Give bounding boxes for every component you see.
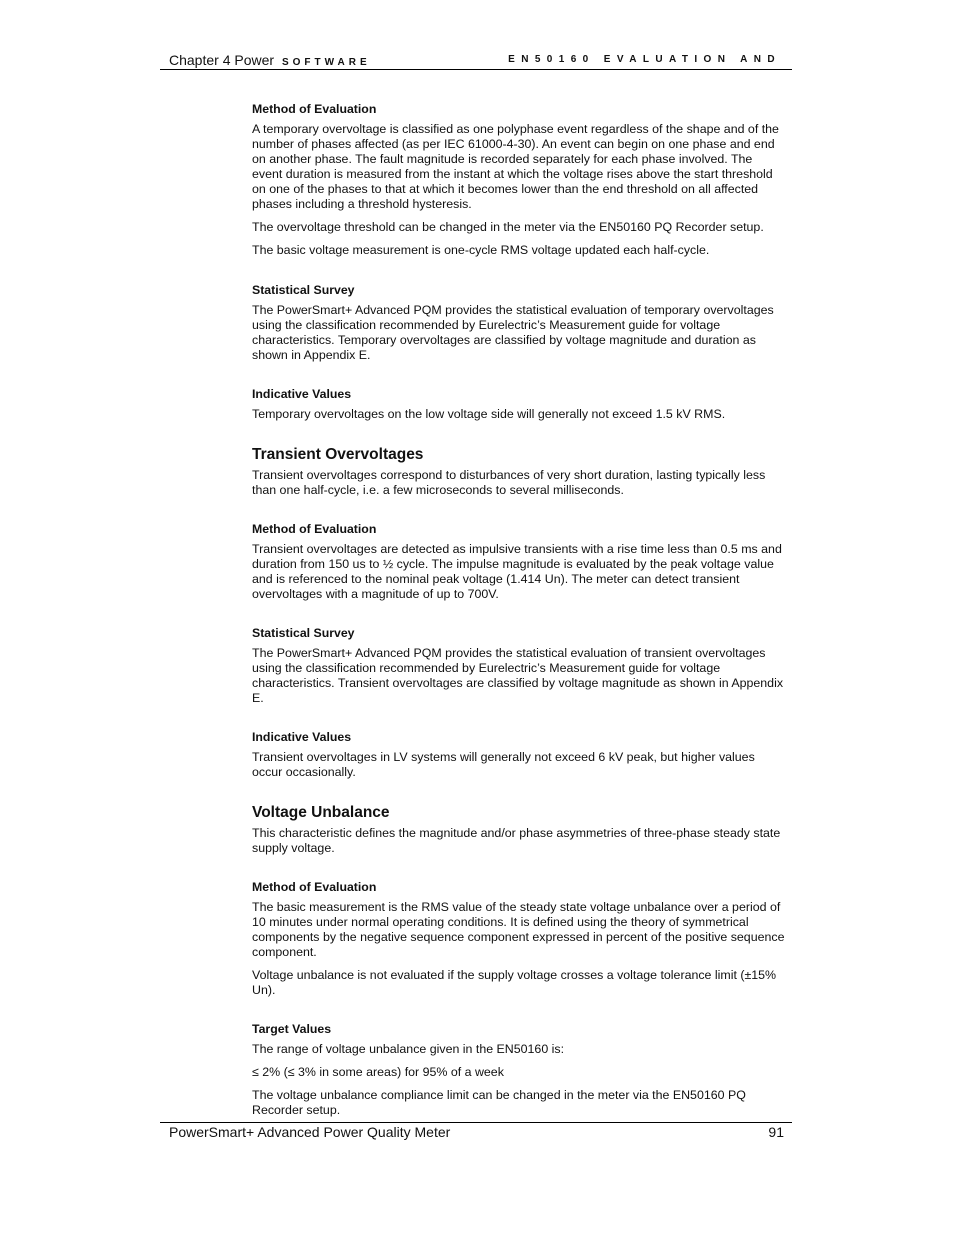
paragraph: Transient overvoltages in LV systems will generally not exceed 6 kV peak, but higher values occur occasionally. <box>252 750 755 779</box>
paragraph: Transient overvoltages are detected as impulsive transients with a rise time less than 0.5 ms and duration from 150 us to ½ cycle. The impulse magnitude is evaluated by the peak voltage value and is referenced to the nominal peak voltage (1.414 Un). The meter can detect transient overvoltages with a magnitude of up to 700V. <box>252 542 782 601</box>
paragraph: The range of voltage unbalance given in the EN50160 is: <box>252 1042 565 1056</box>
subheading-indicative: Indicative Values <box>252 730 352 744</box>
paragraph: ≤ 2% (≤ 3% in some areas) for 95% of a week <box>252 1065 504 1079</box>
paragraph: The basic measurement is the RMS value of the steady state voltage unbalance over a period of 10 minutes under normal operating conditions. It is defined using the theory of symmetrical components by the negative sequence component expressed in percent of the positive sequence component. <box>252 900 785 959</box>
paragraph: Transient overvoltages correspond to disturbances of very short duration, lasting typically less than one half-cycle, i.e. a few microseconds to several milliseconds. <box>252 468 766 497</box>
paragraph: The PowerSmart+ Advanced PQM provides the statistical evaluation of temporary overvoltages using the classification recommended by Eurelectric’s Measurement guide for voltage characteristics. Temporary overvoltages are classified by voltage magnitude and duration as shown in Appendix E. <box>252 303 774 362</box>
subheading-survey: Statistical Survey <box>252 626 355 640</box>
subheading-indicative: Indicative Values <box>252 387 352 401</box>
paragraph: The PowerSmart+ Advanced PQM provides the statistical evaluation of transient overvoltages using the classification recommended by Eurelectric’s Measurement guide for voltage characteristics. Transient overvoltages are classified by voltage magnitude as shown in Appendix E. <box>252 646 784 705</box>
paragraph: Voltage unbalance is not evaluated if the supply voltage crosses a voltage tolerance limit (±15% Un). <box>252 968 777 997</box>
footer-rule <box>160 1122 792 1123</box>
page-body <box>252 102 785 1126</box>
subheading-survey: Statistical Survey <box>252 283 355 297</box>
paragraph: A temporary overvoltage is classified as one polyphase event regardless of the shape and of the number of phases affected (as per IEC 61000-4-30). An event can begin on one phase and end on another phase. The fault magnitude is recorded separately for each phase involved. The event duration is measured from the instant at which the voltage rises above the start threshold on one of the phases to that at which it becomes lower than the end threshold on all affected phases including a threshold hysteresis. <box>252 122 779 211</box>
running-header-left <box>169 52 371 68</box>
paragraph: Temporary overvoltages on the low voltage side will generally not exceed 1.5 kV RMS. <box>252 407 726 421</box>
chapter-power: Power <box>234 52 275 68</box>
paragraph: This characteristic defines the magnitude and/or phase asymmetries of three-phase steady state supply voltage. <box>252 826 781 855</box>
section-title-transient: Transient Overvoltages <box>252 446 424 463</box>
running-header-right: EN50160 EVALUATION AND <box>508 54 781 65</box>
section-title-unbalance: Voltage Unbalance <box>252 804 390 821</box>
chapter-label: Chapter 4 <box>169 52 231 68</box>
subheading-method: Method of Evaluation <box>252 102 377 116</box>
paragraph: The basic voltage measurement is one-cycle RMS voltage updated each half-cycle. <box>252 243 710 257</box>
header-rule <box>160 69 792 70</box>
paragraph: The overvoltage threshold can be changed in the meter via the EN50160 PQ Recorder setup. <box>252 220 764 234</box>
paragraph: The voltage unbalance compliance limit can be changed in the meter via the EN50160 PQ Recorder setup. <box>252 1088 746 1117</box>
chapter-software: SOFTWARE <box>281 57 371 68</box>
subheading-method: Method of Evaluation <box>252 522 377 536</box>
subheading-method: Method of Evaluation <box>252 880 377 894</box>
footer-title: PowerSmart+ Advanced Power Quality Meter <box>169 1124 451 1140</box>
page-number: 91 <box>768 1124 784 1140</box>
subheading-target: Target Values <box>252 1022 332 1036</box>
